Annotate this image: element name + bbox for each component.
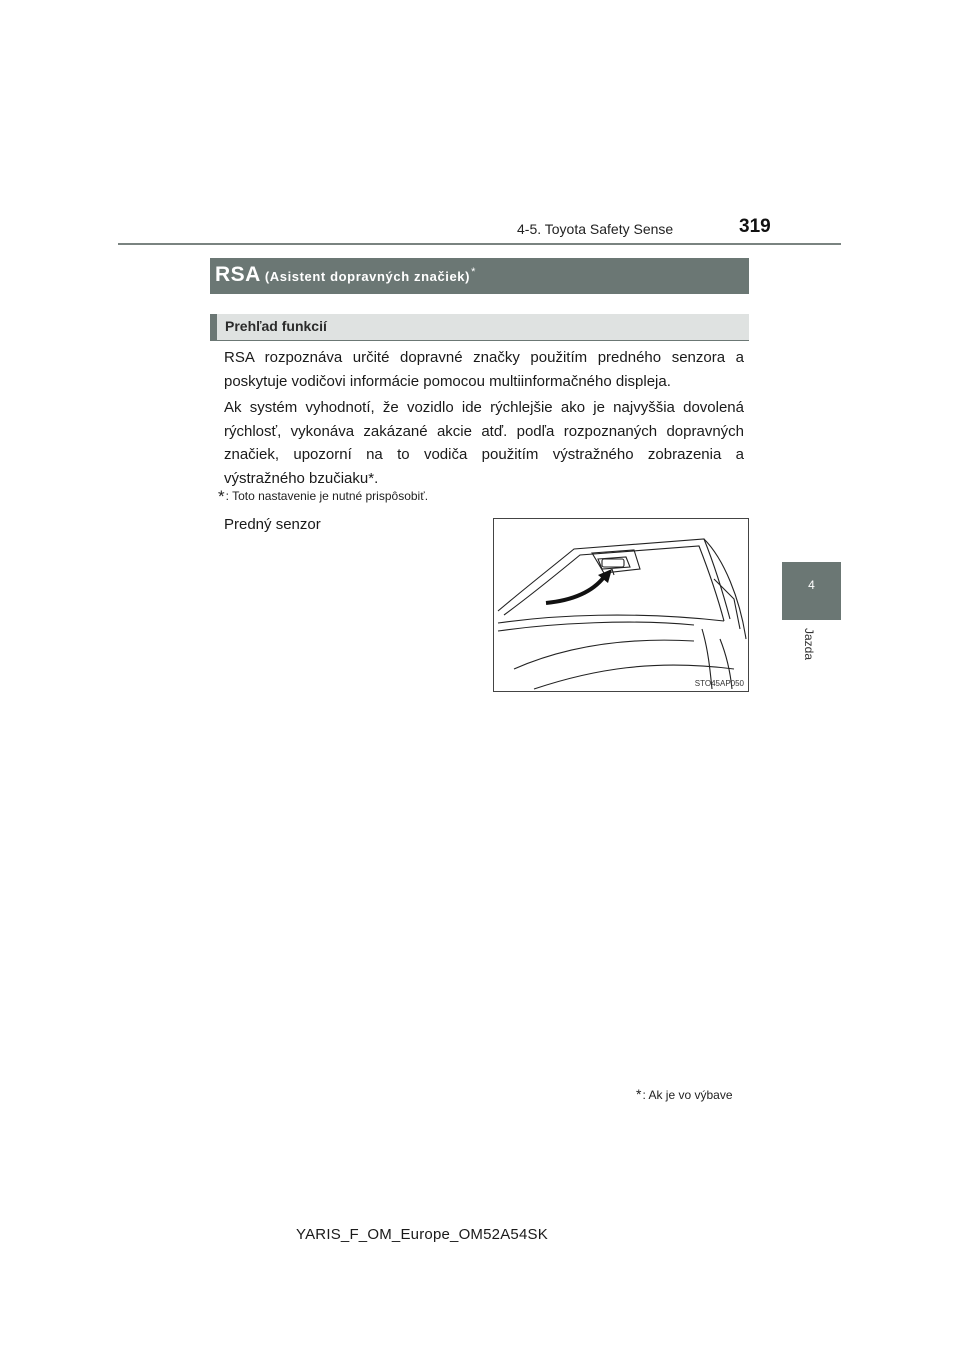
section-subtitle: (Asistent dopravných značiek): [264, 269, 471, 284]
page-number: 319: [739, 216, 771, 237]
section-reference: 4-5. Toyota Safety Sense: [517, 221, 674, 237]
document-id: YARIS_F_OM_Europe_OM52A54SK: [296, 1226, 548, 1243]
footnote-equipment-asterisk: *: [636, 1086, 642, 1102]
windshield-drawing: [494, 519, 748, 691]
footnote-setting: [218, 487, 428, 507]
chapter-tab-number: 4: [808, 578, 815, 592]
footnote-asterisk: *: [218, 487, 225, 506]
footnote-equipment: [636, 1086, 733, 1102]
section-title: RSA: [215, 263, 261, 286]
footnote-text: : Toto nastavenie je nutné prispôsobiť.: [225, 489, 429, 503]
paragraph-rsa-warning: Ak systém vyhodnotí, že vozidlo ide rýchlejšie ako je najvyššia dovolená rýchlosť, vykonáva zakázané akcie atď. podľa rozpoznaných dopravných značiek, upozorní na to vodiča použitím výstražného zobrazenia a výstražného bzučiaku*.: [224, 399, 744, 487]
paragraph-rsa-overview: RSA rozpoznáva určité dopravné značky použitím predného senzora a poskytuje vodičovi informácie pomocou multiinformačného displeja.: [224, 349, 744, 390]
illustration-label: Predný senzor: [224, 516, 321, 533]
chapter-tab-label: Jazda: [802, 628, 816, 661]
subsection-bar: [210, 314, 749, 340]
subsection-rule: [210, 340, 749, 341]
header-divider: [118, 243, 841, 245]
title-asterisk: *: [471, 265, 476, 278]
footnote-equipment-text: : Ak je vo výbave: [642, 1088, 733, 1102]
section-title-bar: [210, 258, 749, 294]
illustration-code: STO45AP050: [694, 679, 744, 688]
subsection-title: Prehľad funkcií: [225, 318, 327, 334]
front-sensor-illustration: [493, 518, 749, 692]
